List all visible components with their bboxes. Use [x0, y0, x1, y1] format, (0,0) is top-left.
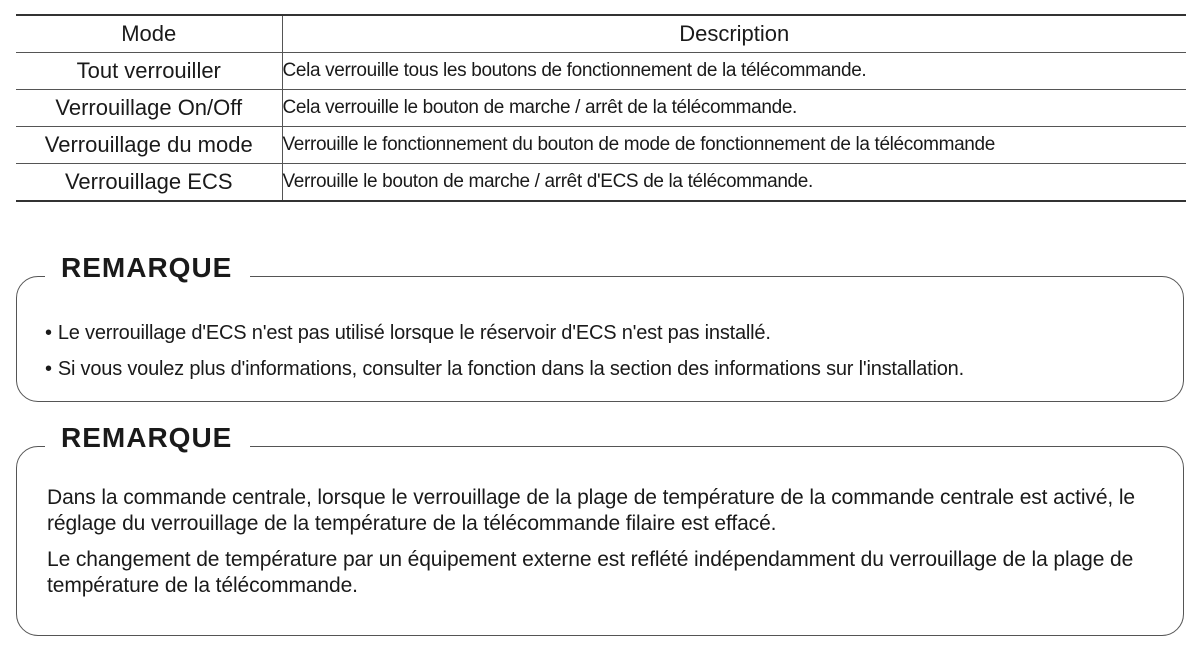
table-row [16, 164, 1186, 202]
mode-cell: Verrouillage du mode [16, 127, 282, 164]
table-row [16, 127, 1186, 164]
description-cell: Verrouille le bouton de marche / arrêt d'ECS de la télécommande. [282, 164, 1186, 202]
list-item [45, 315, 964, 351]
table-row [16, 90, 1186, 127]
list-item-text: Le verrouillage d'ECS n'est pas utilisé lorsque le réservoir d'ECS n'est pas installé. [57, 322, 771, 344]
mode-cell: Verrouillage On/Off [16, 90, 282, 127]
list-item [45, 351, 964, 387]
table-header-row [16, 15, 1186, 53]
lock-mode-table [16, 14, 1186, 202]
note-title: REMARQUE [45, 421, 250, 455]
note-box-ecs [16, 252, 1184, 402]
note-body [47, 485, 1177, 609]
description-cell: Cela verrouille tous les boutons de fonctionnement de la télécommande. [282, 53, 1186, 90]
header-description: Description [282, 15, 1186, 53]
bullet-icon: • [45, 322, 52, 344]
description-cell: Cela verrouille le bouton de marche / arrêt de la télécommande. [282, 90, 1186, 127]
list-item-text: Si vous voulez plus d'informations, consulter la fonction dans la section des informations sur l'installation. [57, 358, 964, 380]
mode-cell: Tout verrouiller [16, 53, 282, 90]
bullet-icon: • [45, 358, 52, 380]
note-bullet-list [45, 315, 964, 387]
mode-cell: Verrouillage ECS [16, 164, 282, 202]
description-cell: Verrouille le fonctionnement du bouton de mode de fonctionnement de la télécommande [282, 127, 1186, 164]
note-box-central-control [16, 422, 1184, 636]
table-row [16, 53, 1186, 90]
note-paragraph: Le changement de température par un équipement externe est reflété indépendamment du verrouillage de la plage de température de la télécommande. [47, 548, 1134, 597]
header-mode: Mode [16, 15, 282, 53]
note-title: REMARQUE [45, 251, 250, 285]
note-paragraph: Dans la commande centrale, lorsque le verrouillage de la plage de température de la commande centrale est activé, le réglage du verrouillage de la température de la télécommande filaire est effacé. [47, 486, 1136, 535]
